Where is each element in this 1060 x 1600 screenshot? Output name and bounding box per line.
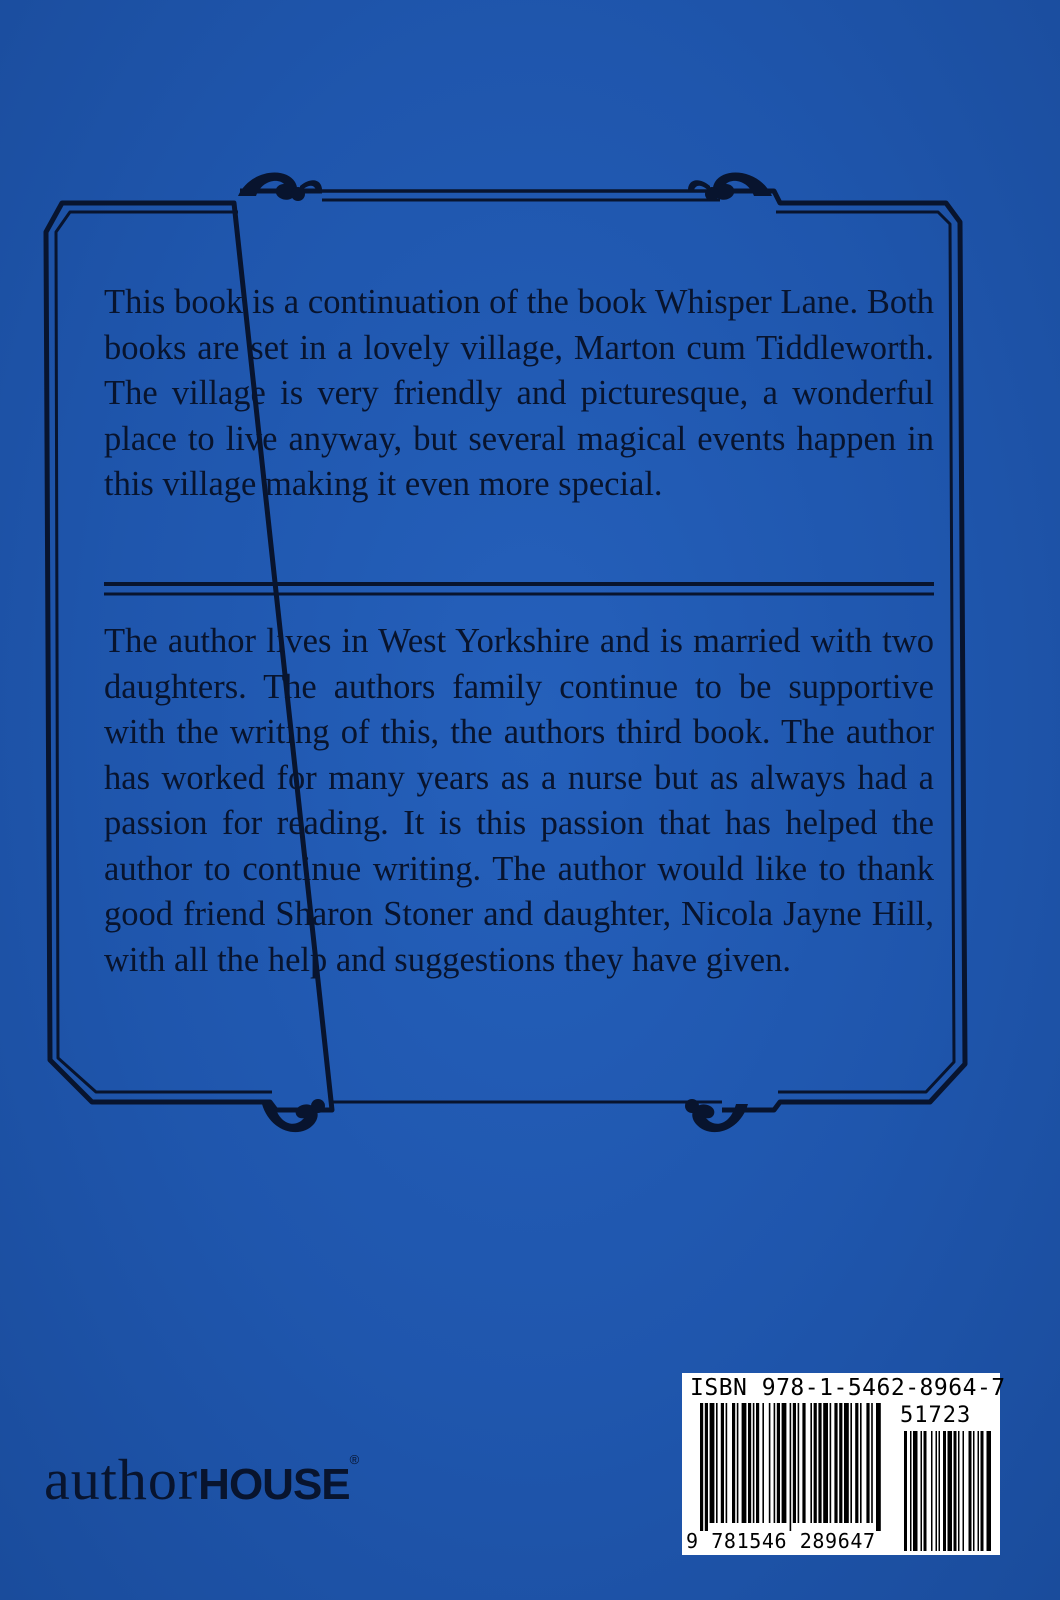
- barcode-bars: [682, 1373, 1006, 1555]
- registered-mark: ®: [349, 1452, 360, 1467]
- publisher-logo-part-1: author: [44, 1447, 199, 1512]
- isbn-text: ISBN 978-1-5462-8964-7: [690, 1375, 1006, 1401]
- ean-digits: 9 781546 289647: [686, 1529, 876, 1553]
- publisher-logo: [44, 1446, 359, 1513]
- publisher-logo-part-2: HOUSE: [198, 1460, 350, 1509]
- barcode-label: [682, 1373, 1006, 1555]
- book-description: This book is a continuation of the book Whisper Lane. Both books are set in a lovely village, Marton cum Tiddleworth. The village is very friendly and picturesque, a wonderful place to live anyway, but several magical events happen in this village making it even more special.: [104, 283, 934, 503]
- addon-code: 51723: [900, 1403, 972, 1428]
- author-bio: The author lives in West Yorkshire and is married with two daughters. The authors family continue to be supportive with the writing of this, the authors third book. The author has worked for many years as a nurse but as always had a passion for reading. It is this passion that has helped the author to continue writing. The author would like to thank good friend Sharon Stoner and daughter, Nicola Jayne Hill, with all the help and suggestions they have given.: [104, 622, 934, 979]
